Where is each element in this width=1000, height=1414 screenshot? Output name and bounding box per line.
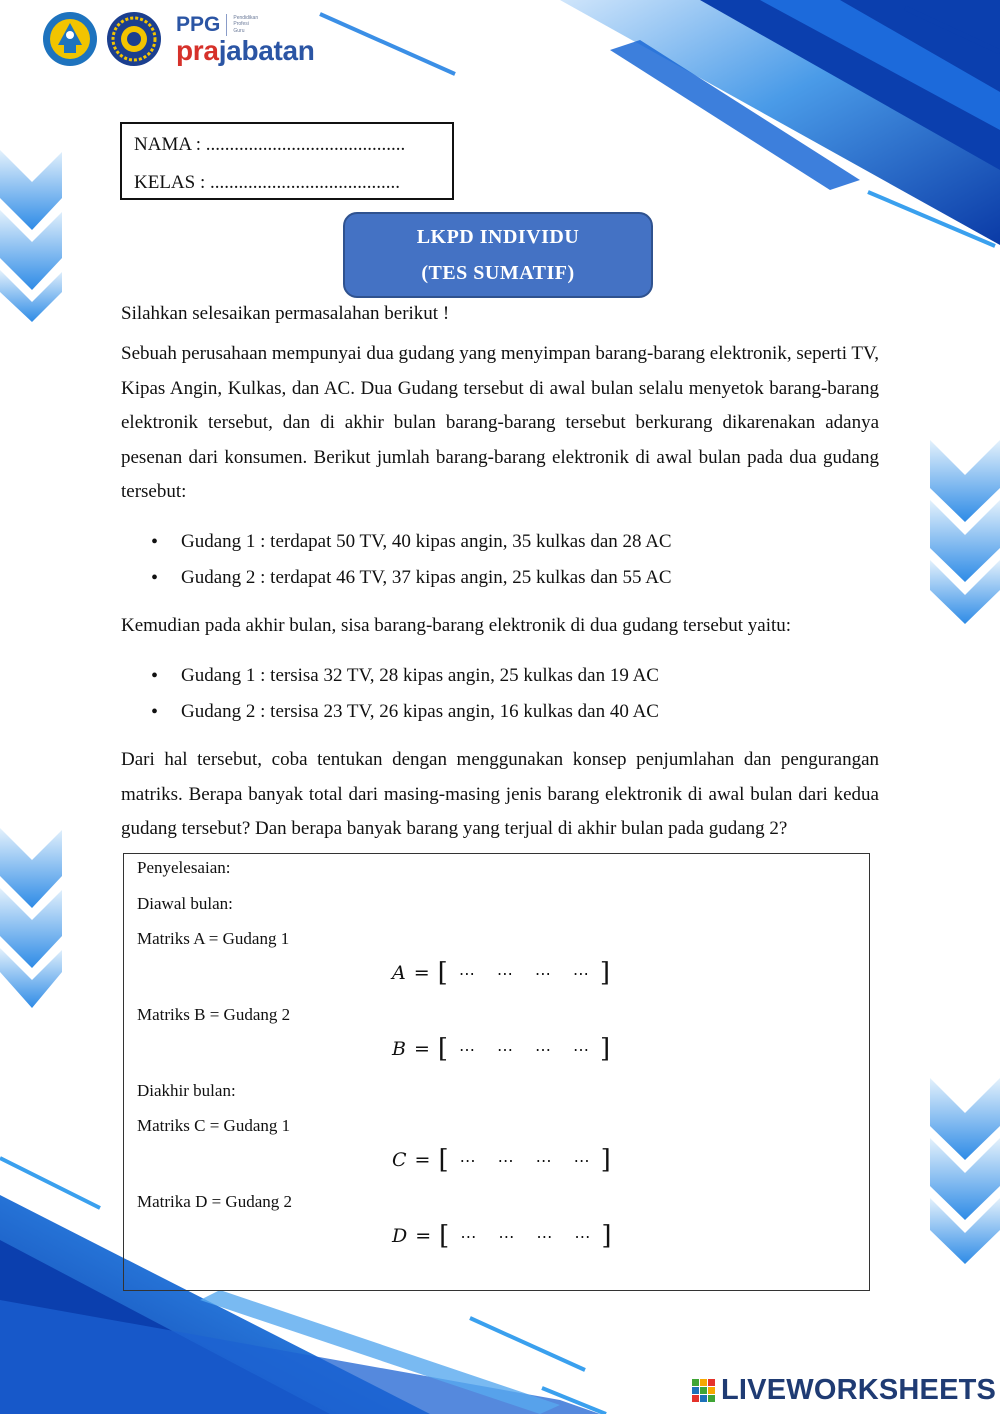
matrix-b-label: Matriks B = Gudang 2 — [137, 1005, 291, 1024]
matrix-b-cell-1[interactable]: ⋯ — [459, 1039, 476, 1059]
question-text: Dari hal tersebut, coba tentukan dengan menggunakan konsep penjumlahan dan pengurangan matriks. Berapa banyak total dari masing-masing jenis barang elektronik di awal bulan dari kedua gudang tersebut? Dan berapa banyak barang yang terjual di akhir bulan pada gudang 2? — [121, 749, 879, 839]
prajabatan-wordmark — [176, 34, 315, 66]
matrix-variable: B — [392, 1038, 406, 1060]
start-of-month-list — [151, 524, 672, 596]
bracket-close: ] — [601, 1221, 612, 1251]
bracket-close: ] — [599, 958, 610, 988]
list-item: • Gudang 2 : terdapat 46 TV, 37 kipas angin, 25 kulkas dan 55 AC — [151, 560, 672, 596]
prajabatan-rest: jabatan — [218, 34, 315, 66]
bracket-open: [ — [439, 1221, 450, 1251]
equals-sign: = — [413, 962, 430, 984]
matrix-c-cell-2[interactable]: ⋯ — [497, 1150, 514, 1170]
end-of-month-list — [151, 658, 659, 730]
start-month-label: Diawal bulan: — [137, 894, 233, 913]
matrix-a-cell-4[interactable]: ⋯ — [572, 963, 589, 983]
liveworksheets-grid-icon — [692, 1379, 715, 1402]
liveworksheets-logo[interactable] — [692, 1374, 996, 1406]
matrix-d-cell-3[interactable]: ⋯ — [536, 1226, 553, 1246]
instruction-text: Silahkan selesaikan permasalahan berikut ! — [121, 303, 450, 324]
problem-story: Sebuah perusahaan mempunyai dua gudang yang menyimpan barang-barang elektronik, seperti TV, Kipas Angin, Kulkas, dan AC. Dua Gudang tersebut di awal bulan selalu menyetok barang-barang elektronik tersebut, dan di akhir bulan barang-barang tersebut berkurang dikarenakan adanya pesenan dari konsumen. Berikut jumlah barang-barang elektronik di awal bulan pada dua gudang tersebut: — [121, 343, 880, 502]
end-of-month-intro: Kemudian pada akhir bulan, sisa barang-barang elektronik di dua gudang tersebut yaitu: — [121, 615, 792, 636]
class-field[interactable]: KELAS : ........................................ — [134, 172, 400, 193]
matrix-a-cell-1[interactable]: ⋯ — [458, 963, 475, 983]
matrix-d-cell-4[interactable]: ⋯ — [574, 1226, 591, 1246]
right-chevrons-middle — [930, 440, 1000, 624]
matrix-a — [392, 960, 610, 986]
matrix-variable: D — [392, 1225, 408, 1247]
matrix-d-label: Matrika D = Gudang 2 — [137, 1192, 293, 1211]
matrix-a-cell-3[interactable]: ⋯ — [534, 963, 551, 983]
left-chevrons-top — [0, 150, 62, 322]
identity-box — [120, 122, 454, 200]
matrix-b-cell-2[interactable]: ⋯ — [497, 1039, 514, 1059]
list-item: • Gudang 1 : terdapat 50 TV, 40 kipas angin, 35 kulkas dan 28 AC — [151, 524, 672, 560]
ppg-prajabatan-logo — [176, 14, 315, 65]
matrix-b-cell-4[interactable]: ⋯ — [573, 1039, 590, 1059]
title-line-2: (TES SUMATIF) — [421, 262, 575, 284]
list-item: • Gudang 1 : tersisa 32 TV, 28 kipas angin, 25 kulkas dan 19 AC — [151, 658, 659, 694]
matrix-b — [392, 1036, 610, 1062]
answer-heading: Penyelesaian: — [137, 858, 231, 877]
matrix-c-cell-3[interactable]: ⋯ — [535, 1150, 552, 1170]
title-line-1: LKPD INDIVIDU — [416, 226, 580, 248]
matrix-b-cell-3[interactable]: ⋯ — [535, 1039, 552, 1059]
matrix-variable: A — [392, 962, 406, 984]
logo-subtitle-line: Guru — [233, 27, 245, 34]
liveworksheets-wordmark: LIVEWORKSHEETS — [721, 1373, 997, 1406]
matrix-variable: C — [392, 1149, 407, 1171]
matrix-d-cell-1[interactable]: ⋯ — [460, 1226, 477, 1246]
name-field[interactable]: NAMA : .......................................... — [134, 134, 406, 155]
prajabatan-pra: pra — [176, 34, 219, 66]
matrix-a-cell-2[interactable]: ⋯ — [496, 963, 513, 983]
matrix-c — [392, 1147, 611, 1173]
bracket-open: [ — [437, 958, 448, 988]
equals-sign: = — [414, 1149, 431, 1171]
answer-box — [123, 853, 870, 1291]
equals-sign: = — [413, 1038, 430, 1060]
logo-subtitle — [233, 15, 273, 34]
logo-subtitle-line: Pendidikan — [233, 15, 259, 22]
right-chevrons-bottom — [930, 1078, 1000, 1264]
matrix-a-label: Matriks A = Gudang 1 — [137, 929, 290, 948]
left-chevrons-bottom — [0, 828, 62, 1008]
matrix-c-label: Matriks C = Gudang 1 — [137, 1116, 291, 1135]
list-item: • Gudang 2 : tersisa 23 TV, 26 kipas angin, 16 kulkas dan 40 AC — [151, 694, 659, 730]
ppg-text: PPG — [176, 13, 221, 36]
matrix-d-cell-2[interactable]: ⋯ — [498, 1226, 515, 1246]
equals-sign: = — [415, 1225, 432, 1247]
logo-subtitle-line: Profesi — [233, 21, 249, 28]
matrix-c-cell-1[interactable]: ⋯ — [459, 1150, 476, 1170]
matrix-c-cell-4[interactable]: ⋯ — [573, 1150, 590, 1170]
bracket-open: [ — [438, 1145, 449, 1175]
university-seal-icon — [106, 11, 162, 67]
logo-divider — [226, 14, 227, 36]
title-banner — [343, 212, 653, 298]
bracket-close: ] — [600, 1034, 611, 1064]
end-month-label: Diakhir bulan: — [137, 1081, 236, 1100]
header-logos — [42, 8, 315, 70]
matrix-d — [392, 1223, 611, 1249]
bracket-close: ] — [600, 1145, 611, 1175]
bracket-open: [ — [437, 1034, 449, 1064]
kemendikbud-logo-icon — [42, 11, 98, 67]
